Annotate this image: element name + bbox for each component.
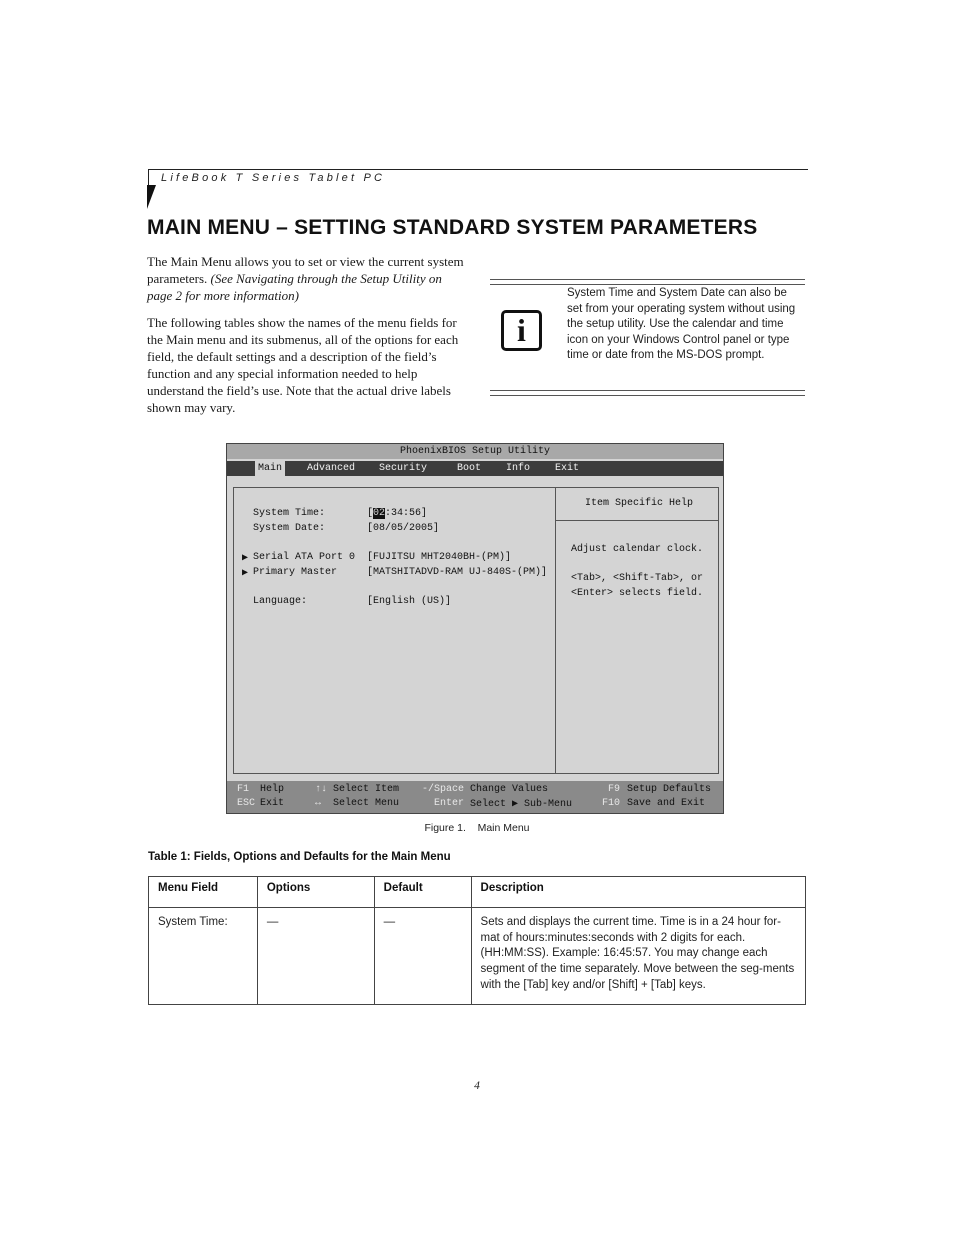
f10-key: F10 [602, 798, 621, 809]
header-rule [148, 169, 808, 170]
system-time-field[interactable]: [02:34:56] [367, 508, 428, 519]
options-dash: — [266, 916, 279, 928]
select-item-label: Select Item [333, 784, 400, 795]
help-line: Adjust calendar clock. [571, 544, 704, 555]
language-label: Language: [253, 596, 308, 607]
table-title: Table 1: Fields, Options and Defaults for the Main Menu [148, 851, 451, 863]
intro-plain-text: The Main Menu allows you to set or view the current system parameters. [147, 254, 464, 286]
language-field[interactable]: [English (US)] [367, 596, 452, 607]
options-cell [257, 908, 374, 1005]
fields-table [148, 876, 806, 1005]
bios-tab-exit[interactable]: Exit [555, 463, 580, 474]
bios-key-legend [227, 781, 723, 813]
select-submenu-label: Select ▶ Sub-Menu [470, 799, 573, 810]
running-header: LifeBook T Series Tablet PC [161, 172, 386, 184]
bios-tab-boot[interactable]: Boot [457, 463, 482, 474]
select-menu-label: Select Menu [333, 798, 400, 809]
f9-key: F9 [608, 784, 621, 795]
bios-title-bar: PhoenixBIOS Setup Utility [227, 444, 723, 459]
intro-paragraph [147, 253, 467, 304]
system-date-field[interactable]: [08/05/2005] [367, 523, 440, 534]
system-time-label: System Time: [253, 508, 326, 519]
submenu-arrow-icon: ▶ [242, 553, 249, 564]
column-header: Menu Field [149, 877, 258, 908]
primary-master-value: [MATSHITADVD-RAM UJ-840S-(PM)] [367, 567, 548, 578]
intro-cross-reference: (See Navigating through the Setup Utility on page 2 for more information) [147, 271, 442, 303]
esc-label: Exit [260, 798, 285, 809]
bios-main-panel [233, 487, 719, 774]
table-header-row [149, 877, 806, 908]
esc-key: ESC [237, 798, 256, 809]
bios-tab-main[interactable]: Main [255, 461, 285, 476]
menu-field-cell: System Time: [149, 908, 258, 1005]
column-header: Options [257, 877, 374, 908]
bios-panel-divider [555, 488, 556, 773]
f1-key: F1 [237, 784, 250, 795]
save-exit-label: Save and Exit [627, 798, 706, 809]
primary-master-label[interactable]: Primary Master [253, 567, 338, 578]
submenu-arrow-icon: ▶ [242, 568, 249, 579]
setup-defaults-label: Setup Defaults [627, 784, 712, 795]
bios-tab-advanced[interactable]: Advanced [307, 463, 356, 474]
time-cursor[interactable]: 02 [373, 508, 386, 519]
note-bottom-rule [490, 390, 805, 396]
up-down-arrows-icon: ↑↓ [315, 784, 328, 795]
note-top-rule [490, 279, 805, 285]
system-date-label: System Date: [253, 523, 326, 534]
info-icon: i [501, 310, 542, 351]
help-line: <Enter> selects field. [571, 588, 704, 599]
section-title: MAIN MENU – SETTING STANDARD SYSTEM PARAMETERS [147, 216, 758, 239]
column-header: Default [374, 877, 471, 908]
help-header: Item Specific Help [585, 498, 694, 509]
bios-screenshot [226, 443, 724, 814]
figure-caption: Figure 1. Main Menu [424, 822, 530, 834]
bios-tab-security[interactable]: Security [379, 463, 428, 474]
page-number: 4 [474, 1080, 480, 1092]
description-cell: Sets and displays the current time. Time is in a 24 hour for-mat of hours:minutes:seconds with 2 digits for each. (HH:MM:SS). Example: 16:45:57. You may change each segment of the time separately. Move between the seg-ments with the [Tab] key and/or [Shift] + [Tab] keys. [471, 908, 805, 1005]
table-row [149, 908, 806, 1005]
bios-help-header-rule [556, 520, 718, 521]
bios-tab-info[interactable]: Info [506, 463, 531, 474]
default-dash: — [383, 916, 396, 928]
left-right-arrows-icon: ↔ [315, 798, 322, 809]
enter-key: Enter [434, 798, 465, 809]
change-values-label: Change Values [470, 784, 549, 795]
space-key: -/Space [422, 784, 465, 795]
help-line: <Tab>, <Shift-Tab>, or [571, 573, 704, 584]
body-paragraph: The following tables show the names of the menu fields for the Main menu and its submenus, all of the options for each field, the default settings and a description of the field’s function and any special information needed to help understand the field’s use. Note that the actual drive labels shown may vary. [147, 315, 459, 415]
default-cell [374, 908, 471, 1005]
note-text: System Time and System Date can also be set from your operating system without using the setup utility. Use the calendar and time icon on your Windows Control panel or type time or date from the MS-DOS prompt. [567, 287, 796, 362]
serial-ata-label[interactable]: Serial ATA Port 0 [253, 552, 356, 563]
f1-label: Help [260, 784, 285, 795]
serial-ata-value: [FUJITSU MHT2040BH-(PM)] [367, 552, 512, 563]
header-wedge-mark [147, 185, 156, 209]
column-header: Description [471, 877, 805, 908]
bios-menu-bar [227, 461, 723, 476]
